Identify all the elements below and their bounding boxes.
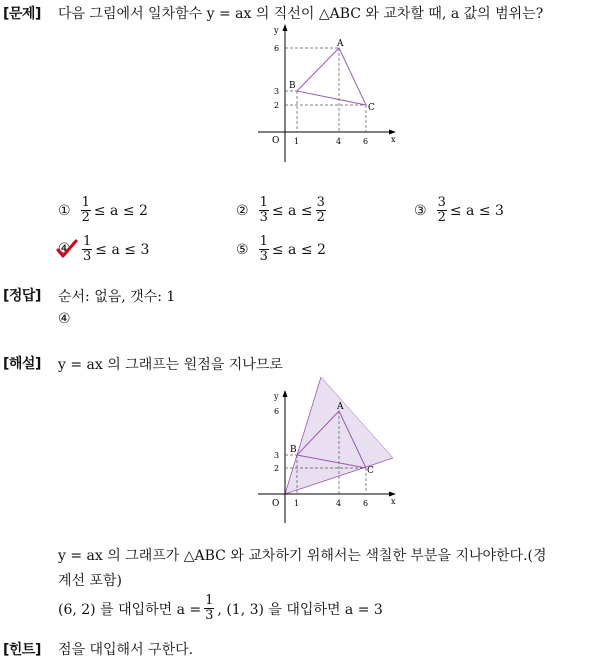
x-axis-label: x	[391, 497, 396, 506]
substitution-1: (6, 2) 를 대입하면 a =	[58, 601, 202, 618]
x-tick-1: 1	[294, 499, 300, 508]
relation: ≤ a ≤	[93, 202, 135, 219]
choice-2[interactable]	[236, 196, 329, 225]
y-axis-arrow	[283, 24, 288, 31]
hint-tag: [힌트]	[3, 642, 41, 658]
y-tick-3: 3	[274, 451, 280, 460]
fraction: $\frac{1}{3}$	[83, 234, 92, 264]
point-a-label: A	[337, 39, 344, 49]
relation: ≤ a ≤	[449, 202, 491, 219]
fraction: $\frac{1}{3}$	[259, 234, 268, 264]
explanation-tag: [해설]	[3, 356, 41, 372]
origin-label: O	[272, 499, 280, 509]
fraction: $\frac{3}{2}$	[437, 195, 446, 225]
choice-3[interactable]	[414, 196, 504, 225]
explanation-line-2: y = ax 의 그래프가 △ABC 와 교차하기 위해서는 색칠한 부분을 지나야한다.(경	[58, 548, 547, 564]
choice-number: ⑤	[236, 241, 249, 258]
explanation-line-4	[58, 594, 383, 623]
origin-label: O	[272, 136, 280, 146]
upper-fraction: $\frac{3}{2}$	[316, 195, 325, 225]
y-tick-2: 2	[274, 464, 280, 473]
hint-text: 점을 대입해서 구한다.	[58, 642, 194, 658]
answer-value: ④	[58, 311, 71, 327]
choice-number: ①	[58, 202, 71, 219]
x-tick-4: 4	[336, 499, 342, 508]
explanation-line-1: y = ax 의 그래프는 원점을 지나므로	[58, 357, 283, 373]
y-axis-arrow	[283, 390, 288, 397]
x-tick-6: 6	[363, 499, 369, 508]
point-c-label: C	[367, 466, 374, 476]
x-tick-4: 4	[336, 137, 342, 146]
answer-meta: 순서: 없음, 갯수: 1	[58, 289, 176, 305]
x-tick-1: 1	[294, 137, 300, 146]
x-axis-arrow	[389, 130, 396, 135]
relation: ≤ a ≤	[271, 241, 313, 258]
checkmark-icon	[56, 239, 78, 259]
question-tag: [문제]	[3, 6, 41, 22]
point-b-label: B	[289, 81, 296, 91]
relation: ≤ a ≤	[95, 241, 136, 258]
choice-number: ③	[414, 202, 427, 219]
point-b-label: B	[290, 445, 297, 455]
explanation-line-3: 계선 포함)	[58, 573, 123, 589]
answer-tag: [정답]	[3, 288, 41, 304]
fraction-one-third: $\frac{1}{3}$	[205, 593, 214, 623]
y-tick-3: 3	[274, 87, 280, 96]
shaded-region-graph	[250, 373, 400, 523]
choice-number-selected: ④	[58, 242, 74, 258]
upper-bound: 3	[495, 202, 504, 219]
x-axis-label: x	[391, 135, 396, 144]
relation: ≤ a ≤	[271, 202, 313, 219]
choice-4[interactable]	[58, 235, 149, 264]
y-axis-label: y	[274, 26, 279, 35]
y-tick-2: 2	[274, 101, 280, 110]
point-c-label: C	[368, 103, 375, 113]
choice-number: ②	[236, 202, 249, 219]
choice-5[interactable]	[236, 235, 326, 264]
y-tick-6: 6	[274, 44, 280, 53]
fraction: $\frac{1}{2}$	[81, 195, 90, 225]
point-a-label: A	[337, 402, 344, 412]
x-tick-6: 6	[363, 137, 369, 146]
x-axis-arrow	[389, 492, 396, 497]
triangle-abc	[297, 48, 366, 105]
y-tick-6: 6	[274, 407, 280, 416]
guide-lines	[285, 48, 366, 132]
choice-1[interactable]	[58, 196, 148, 225]
upper-bound: 3	[140, 241, 150, 258]
upper-bound: 2	[139, 202, 148, 219]
y-axis-label: y	[274, 392, 279, 401]
upper-bound: 2	[317, 241, 326, 258]
question-text: 다음 그림에서 일차함수 y = ax 의 직선이 △ABC 와 교차할 때, a 값의 범위는?	[58, 6, 544, 22]
fraction: $\frac{1}{3}$	[259, 195, 268, 225]
triangle-graph	[250, 22, 400, 167]
substitution-2: , (1, 3) 을 대입하면 a = 3	[217, 601, 383, 618]
